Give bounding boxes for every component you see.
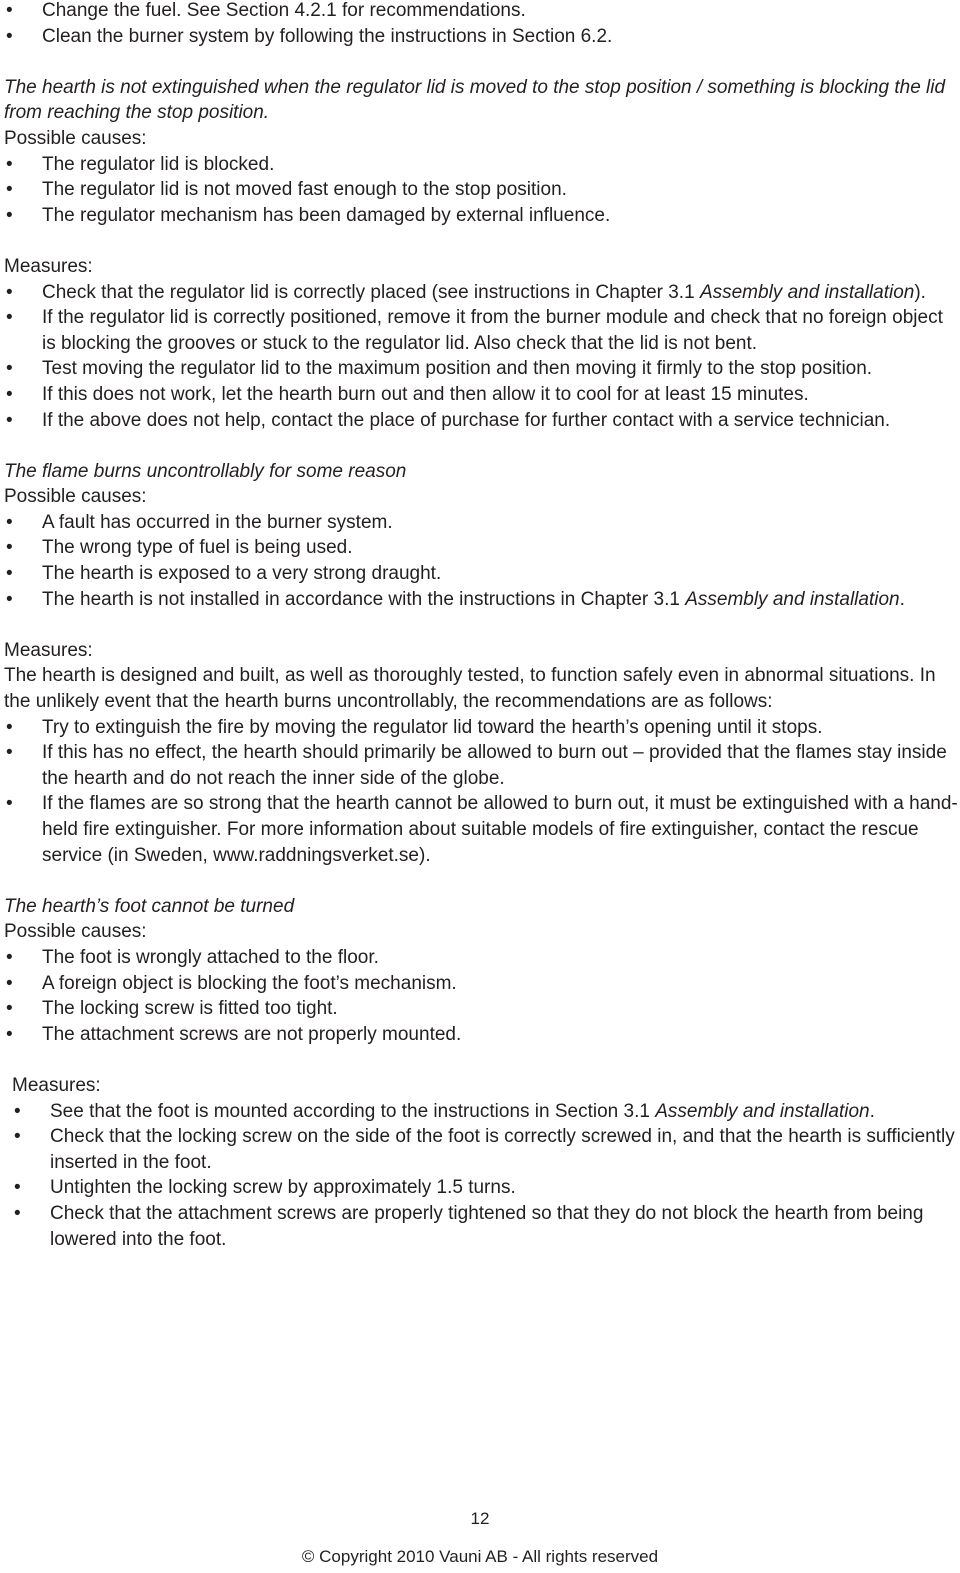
causes-list: [4, 510, 958, 612]
item-text: The hearth is not installed in accordance with the instructions in Chapter 3.1: [42, 588, 686, 610]
list-item: [12, 1099, 958, 1125]
causes-list: [4, 152, 958, 229]
page-number: 12: [470, 1509, 490, 1528]
list-item: • The foot is wrongly attached to the floor.: [4, 945, 958, 971]
chapter-reference: Assembly and installation: [699, 281, 915, 303]
item-text-end: ).: [914, 281, 926, 303]
list-item: • If the regulator lid is correctly positioned, remove it from the burner module and check that no foreign object is blocking the grooves or stuck to the regulator lid. Also check that the lid is not bent.: [4, 305, 958, 356]
copyright-notice: © Copyright 2010 Vauni AB - All rights reserved: [301, 1547, 659, 1566]
measures-list: [12, 1099, 958, 1253]
list-item: • If the flames are so strong that the hearth cannot be allowed to burn out, it must be extinguished with a hand-held fire extinguisher. For more information about suitable models of fire extinguisher, contact the rescue service (in Sweden, www.raddningsverket.se).: [4, 791, 958, 868]
spacer: [4, 49, 958, 75]
spacer: [4, 612, 958, 638]
document-page: [4, 0, 958, 1252]
list-item: • If this has no effect, the hearth should primarily be allowed to burn out – provided that the flames stay inside the hearth and do not reach the inner side of the globe.: [4, 740, 958, 791]
measures-list: [4, 715, 958, 869]
list-item: • The wrong type of fuel is being used.: [4, 535, 958, 561]
measures-paragraph: The hearth is designed and built, as well as thoroughly tested, to function safely even in abnormal situations. In the unlikely event that the hearth burns uncontrollably, the recommendations are as follows:: [4, 665, 936, 713]
causes-label: Possible causes:: [4, 921, 147, 943]
spacer: [4, 1047, 958, 1073]
item-text: See that the foot is mounted according to the instructions in Section 3.1: [50, 1100, 656, 1122]
item-text-end: .: [899, 588, 905, 610]
spacer: [4, 433, 958, 459]
causes-list: [4, 945, 958, 1047]
chapter-reference: Assembly and installation: [685, 588, 900, 610]
list-item: • Clean the burner system by following the instructions in Section 6.2.: [4, 24, 958, 50]
list-item: • The regulator lid is not moved fast enough to the stop position.: [4, 177, 958, 203]
section-heading-foot: The hearth’s foot cannot be turned: [4, 895, 295, 917]
list-item: • If this does not work, let the hearth burn out and then allow it to cool for at least 15 minutes.: [4, 382, 958, 408]
list-item: • Check that the attachment screws are properly tightened so that they do not block the hearth from being lowered into the foot.: [12, 1201, 958, 1252]
list-item: • If the above does not help, contact the place of purchase for further contact with a service technician.: [4, 408, 958, 434]
spacer: [4, 228, 958, 254]
causes-label: Possible causes:: [4, 486, 147, 508]
list-item: • The regulator lid is blocked.: [4, 152, 958, 178]
measures-label: Measures:: [4, 639, 93, 661]
causes-label: Possible causes:: [4, 127, 147, 149]
list-item: • A fault has occurred in the burner system.: [4, 510, 958, 536]
measures-list: [4, 280, 958, 434]
item-text-end: .: [869, 1100, 875, 1122]
measures-label: Measures:: [12, 1074, 101, 1096]
measures-label: Measures:: [4, 255, 93, 277]
item-text: Check that the regulator lid is correctly placed (see instructions in Chapter 3.1: [42, 281, 700, 303]
top-bullet-list: [4, 0, 958, 49]
list-item: • Try to extinguish the fire by moving the regulator lid toward the hearth’s opening until it stops.: [4, 715, 958, 741]
measures-block: [4, 1073, 958, 1252]
list-item: • The attachment screws are not properly mounted.: [4, 1022, 958, 1048]
section-heading-regulator: The hearth is not extinguished when the regulator lid is moved to the stop position / something is blocking the lid from reaching the stop position.: [4, 76, 946, 124]
chapter-reference: Assembly and installation: [655, 1100, 870, 1122]
list-item: • The locking screw is fitted too tight.: [4, 996, 958, 1022]
list-item: • Test moving the regulator lid to the maximum position and then moving it firmly to the stop position.: [4, 356, 958, 382]
section-heading-flame: The flame burns uncontrollably for some reason: [4, 460, 407, 482]
list-item: • The hearth is exposed to a very strong draught.: [4, 561, 958, 587]
list-item: [4, 587, 958, 613]
list-item: [4, 280, 958, 306]
list-item: • The regulator mechanism has been damaged by external influence.: [4, 203, 958, 229]
list-item: • Check that the locking screw on the side of the foot is correctly screwed in, and that the hearth is sufficiently inserted in the foot.: [12, 1124, 958, 1175]
list-item: • Change the fuel. See Section 4.2.1 for recommendations.: [4, 0, 958, 24]
list-item: • Untighten the locking screw by approximately 1.5 turns.: [12, 1175, 958, 1201]
spacer: [4, 868, 958, 894]
list-item: • A foreign object is blocking the foot’s mechanism.: [4, 971, 958, 997]
